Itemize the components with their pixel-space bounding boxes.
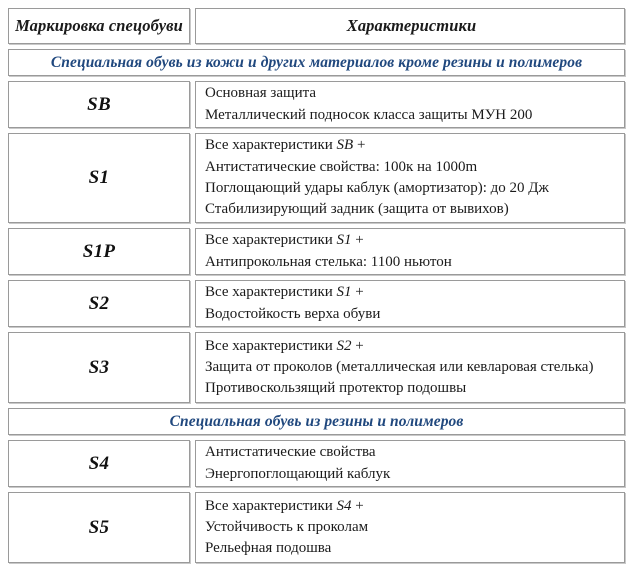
row-description-cell <box>195 228 625 275</box>
marking-code: S1P <box>82 240 116 262</box>
row-marking-cell <box>8 133 190 223</box>
section-banner-rubber <box>8 408 625 435</box>
row-description-cell <box>195 280 625 327</box>
description-lines <box>205 83 532 126</box>
description-lines <box>205 135 549 220</box>
description-line: Металлический подносок класса защиты МУН 200 <box>205 106 533 123</box>
header-cell-characteristics <box>195 8 625 44</box>
description-line: Все характеристики S1 + <box>205 232 364 249</box>
referenced-marking-code: SB <box>336 137 354 154</box>
description-lines <box>205 230 452 273</box>
description-line: Стабилизирующий задник (защита от вывихов) <box>205 201 509 218</box>
safety-footwear-marking-table <box>8 8 625 568</box>
description-line: Все характеристики S1 + <box>205 284 364 301</box>
description-line: Все характеристики S4 + <box>205 497 364 514</box>
referenced-marking-code: S2 <box>336 337 352 354</box>
row-marking-cell <box>8 440 190 487</box>
marking-code: S3 <box>88 356 110 378</box>
table-row <box>8 492 625 563</box>
marking-code: S4 <box>88 452 110 474</box>
section-title-leather: Специальная обувь из кожи и других материалов кроме резины и полимеров <box>50 53 583 71</box>
description-line: Антипрокольная стелька: 1100 ньютон <box>205 253 452 270</box>
row-marking-cell <box>8 492 190 563</box>
table-row <box>8 280 625 327</box>
description-line: Противоскользящий протектор подошвы <box>205 380 467 397</box>
description-line: Антистатические свойства <box>205 444 376 461</box>
header-cell-marking <box>8 8 190 44</box>
description-lines <box>205 496 368 560</box>
row-description-cell <box>195 492 625 563</box>
referenced-marking-code: S1 <box>336 284 352 301</box>
row-description-cell <box>195 81 625 128</box>
header-label-characteristics: Характеристики <box>346 16 477 35</box>
description-line: Поглощающий удары каблук (амортизатор): до 20 Дж <box>205 180 549 196</box>
marking-code: S5 <box>88 516 110 538</box>
description-line: Все характеристики SB + <box>205 137 366 154</box>
description-lines <box>205 282 380 325</box>
description-lines <box>205 442 390 485</box>
row-marking-cell <box>8 280 190 327</box>
referenced-marking-code: S4 <box>336 497 352 514</box>
description-line: Основная защита <box>205 85 316 102</box>
row-marking-cell <box>8 332 190 403</box>
row-marking-cell <box>8 228 190 275</box>
description-line: Все характеристики S2 + <box>205 337 364 354</box>
table-row <box>8 81 625 128</box>
row-description-cell <box>195 133 625 223</box>
marking-code: S2 <box>88 292 110 314</box>
description-line: Защита от проколов (металлическая или кевларовая стелька) <box>205 358 594 375</box>
section-banner-cell <box>8 49 625 76</box>
row-description-cell <box>195 440 625 487</box>
table-row <box>8 440 625 487</box>
referenced-marking-code: S1 <box>336 232 352 249</box>
table-header-row <box>8 8 625 44</box>
description-line: Энергопоглощающий каблук <box>205 465 391 482</box>
section-banner-leather <box>8 49 625 76</box>
table-row <box>8 332 625 403</box>
section-banner-cell <box>8 408 625 435</box>
table-row <box>8 133 625 223</box>
header-label-marking: Маркировка спецобуви <box>15 16 183 35</box>
marking-code: SB <box>87 93 111 115</box>
description-lines <box>205 336 593 400</box>
section-title-rubber: Специальная обувь из резины и полимеров <box>169 412 464 430</box>
marking-code: S1 <box>88 167 110 188</box>
description-line: Антистатические свойства: 100к на 1000m <box>205 158 478 175</box>
description-line: Рельефная подошва <box>205 540 332 557</box>
row-description-cell <box>195 332 625 403</box>
description-line: Устойчивость к проколам <box>205 518 369 535</box>
description-line: Водостойкость верха обуви <box>205 305 381 322</box>
table-row <box>8 228 625 275</box>
row-marking-cell <box>8 81 190 128</box>
